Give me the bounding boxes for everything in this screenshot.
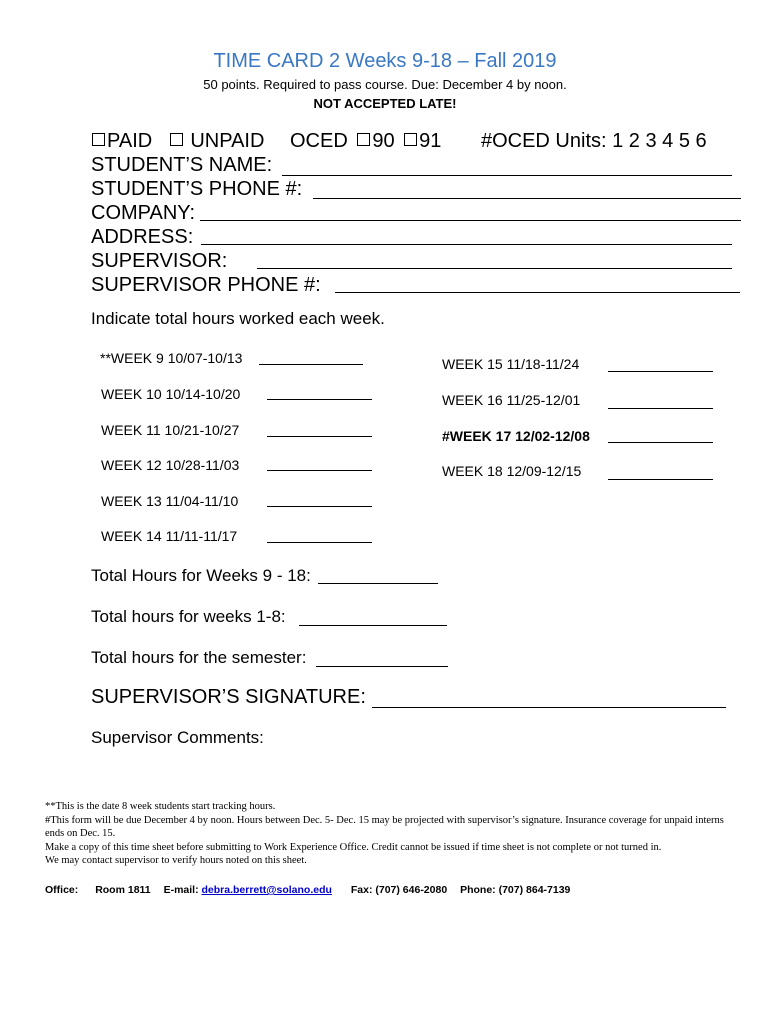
- week-15-line[interactable]: [608, 371, 713, 372]
- email-label: E-mail:: [163, 884, 199, 896]
- subtitle: 50 points. Required to pass course. Due: December 4 by noon.: [203, 77, 567, 92]
- week-17-line[interactable]: [608, 442, 713, 443]
- unpaid-label: UNPAID: [190, 130, 265, 152]
- week-11-label: WEEK 11 10/21-10/27: [101, 422, 240, 438]
- checkbox-icon[interactable]: [92, 133, 105, 146]
- student-name-label: STUDENT’S NAME:: [91, 154, 273, 176]
- oced-91-option[interactable]: [404, 130, 441, 153]
- company-line[interactable]: [200, 220, 741, 221]
- oced-units: #OCED Units: 1 2 3 4 5 6: [480, 130, 707, 152]
- note-item: #This form will be due December 4 by noon. Hours between Dec. 5- Dec. 15 may be projected with supervisor’s signature. Insurance coverage for unpaid interns ends on Dec. 15.: [45, 814, 724, 839]
- signature-line[interactable]: [372, 707, 726, 708]
- week-13-line[interactable]: [267, 506, 372, 507]
- checkbox-icon[interactable]: [357, 133, 370, 146]
- week-11-line[interactable]: [267, 436, 372, 437]
- note-item: **This is the date 8 week students start tracking hours.: [45, 801, 276, 812]
- late-warning: NOT ACCEPTED LATE!: [313, 96, 457, 111]
- week-14-line[interactable]: [267, 542, 372, 543]
- oced-90-label: 90: [372, 130, 395, 152]
- week-17-label: #WEEK 17 12/02-12/08: [442, 428, 590, 444]
- checkbox-icon[interactable]: [170, 133, 183, 146]
- oced-90-option[interactable]: [357, 130, 394, 153]
- address-line[interactable]: [201, 244, 732, 245]
- contact-footer: [45, 884, 570, 896]
- student-name-line[interactable]: [282, 175, 732, 176]
- week-9-line[interactable]: [259, 364, 363, 365]
- paid-option[interactable]: [92, 130, 152, 153]
- paid-label: PAID: [107, 130, 153, 152]
- room-text: Room 1811: [95, 884, 151, 896]
- fax-text: Fax: (707) 646-2080: [350, 884, 448, 896]
- note-item: Make a copy of this time sheet before submitting to Work Experience Office. Credit cannot be issued if time sheet is not complete or not turned in.: [45, 841, 662, 853]
- email-link[interactable]: debra.berrett@solano.edu: [201, 884, 332, 896]
- total-semester-label: Total hours for the semester:: [91, 648, 307, 667]
- total-semester-line[interactable]: [316, 666, 448, 667]
- oced-label: OCED: [289, 130, 348, 152]
- week-10-line[interactable]: [267, 399, 372, 400]
- week-9-label: **WEEK 9 10/07-10/13: [100, 350, 243, 366]
- student-phone-line[interactable]: [313, 198, 741, 199]
- options-row: [92, 130, 707, 153]
- total-weeks-1-8-label: Total hours for weeks 1-8:: [91, 607, 286, 626]
- footnotes: [45, 800, 725, 868]
- oced-91-label: 91: [419, 130, 442, 152]
- total-weeks-9-18-label: Total Hours for Weeks 9 - 18:: [91, 566, 311, 585]
- week-14-label: WEEK 14 11/11-11/17: [101, 528, 238, 544]
- week-13-label: WEEK 13 11/04-11/10: [101, 493, 239, 509]
- week-15-label: WEEK 15 11/18-11/24: [442, 356, 580, 372]
- student-phone-label: STUDENT’S PHONE #:: [91, 178, 303, 200]
- note-item: We may contact supervisor to verify hours noted on this sheet.: [45, 855, 307, 866]
- instruction-text: Indicate total hours worked each week.: [91, 309, 385, 328]
- comments-label: Supervisor Comments:: [91, 728, 264, 747]
- week-12-label: WEEK 12 10/28-11/03: [101, 457, 240, 473]
- page-title: TIME CARD 2 Weeks 9-18 – Fall 2019: [213, 50, 557, 72]
- phone-text: Phone: (707) 864-7139: [460, 884, 571, 896]
- supervisor-phone-line[interactable]: [335, 292, 740, 293]
- week-18-line[interactable]: [608, 479, 713, 480]
- address-label: ADDRESS:: [91, 226, 194, 248]
- supervisor-phone-label: SUPERVISOR PHONE #:: [91, 274, 321, 296]
- signature-label: SUPERVISOR’S SIGNATURE:: [91, 686, 366, 708]
- week-10-label: WEEK 10 10/14-10/20: [101, 386, 241, 402]
- week-16-line[interactable]: [608, 408, 713, 409]
- week-12-line[interactable]: [267, 470, 372, 471]
- office-label: Office:: [45, 884, 79, 896]
- total-weeks-1-8-line[interactable]: [299, 625, 447, 626]
- week-16-label: WEEK 16 11/25-12/01: [442, 392, 581, 408]
- company-label: COMPANY:: [91, 202, 196, 224]
- supervisor-label: SUPERVISOR:: [91, 250, 228, 272]
- total-weeks-9-18-line[interactable]: [318, 583, 438, 584]
- week-18-label: WEEK 18 12/09-12/15: [442, 463, 582, 479]
- unpaid-option[interactable]: [170, 130, 265, 153]
- checkbox-icon[interactable]: [404, 133, 417, 146]
- supervisor-line[interactable]: [257, 268, 732, 269]
